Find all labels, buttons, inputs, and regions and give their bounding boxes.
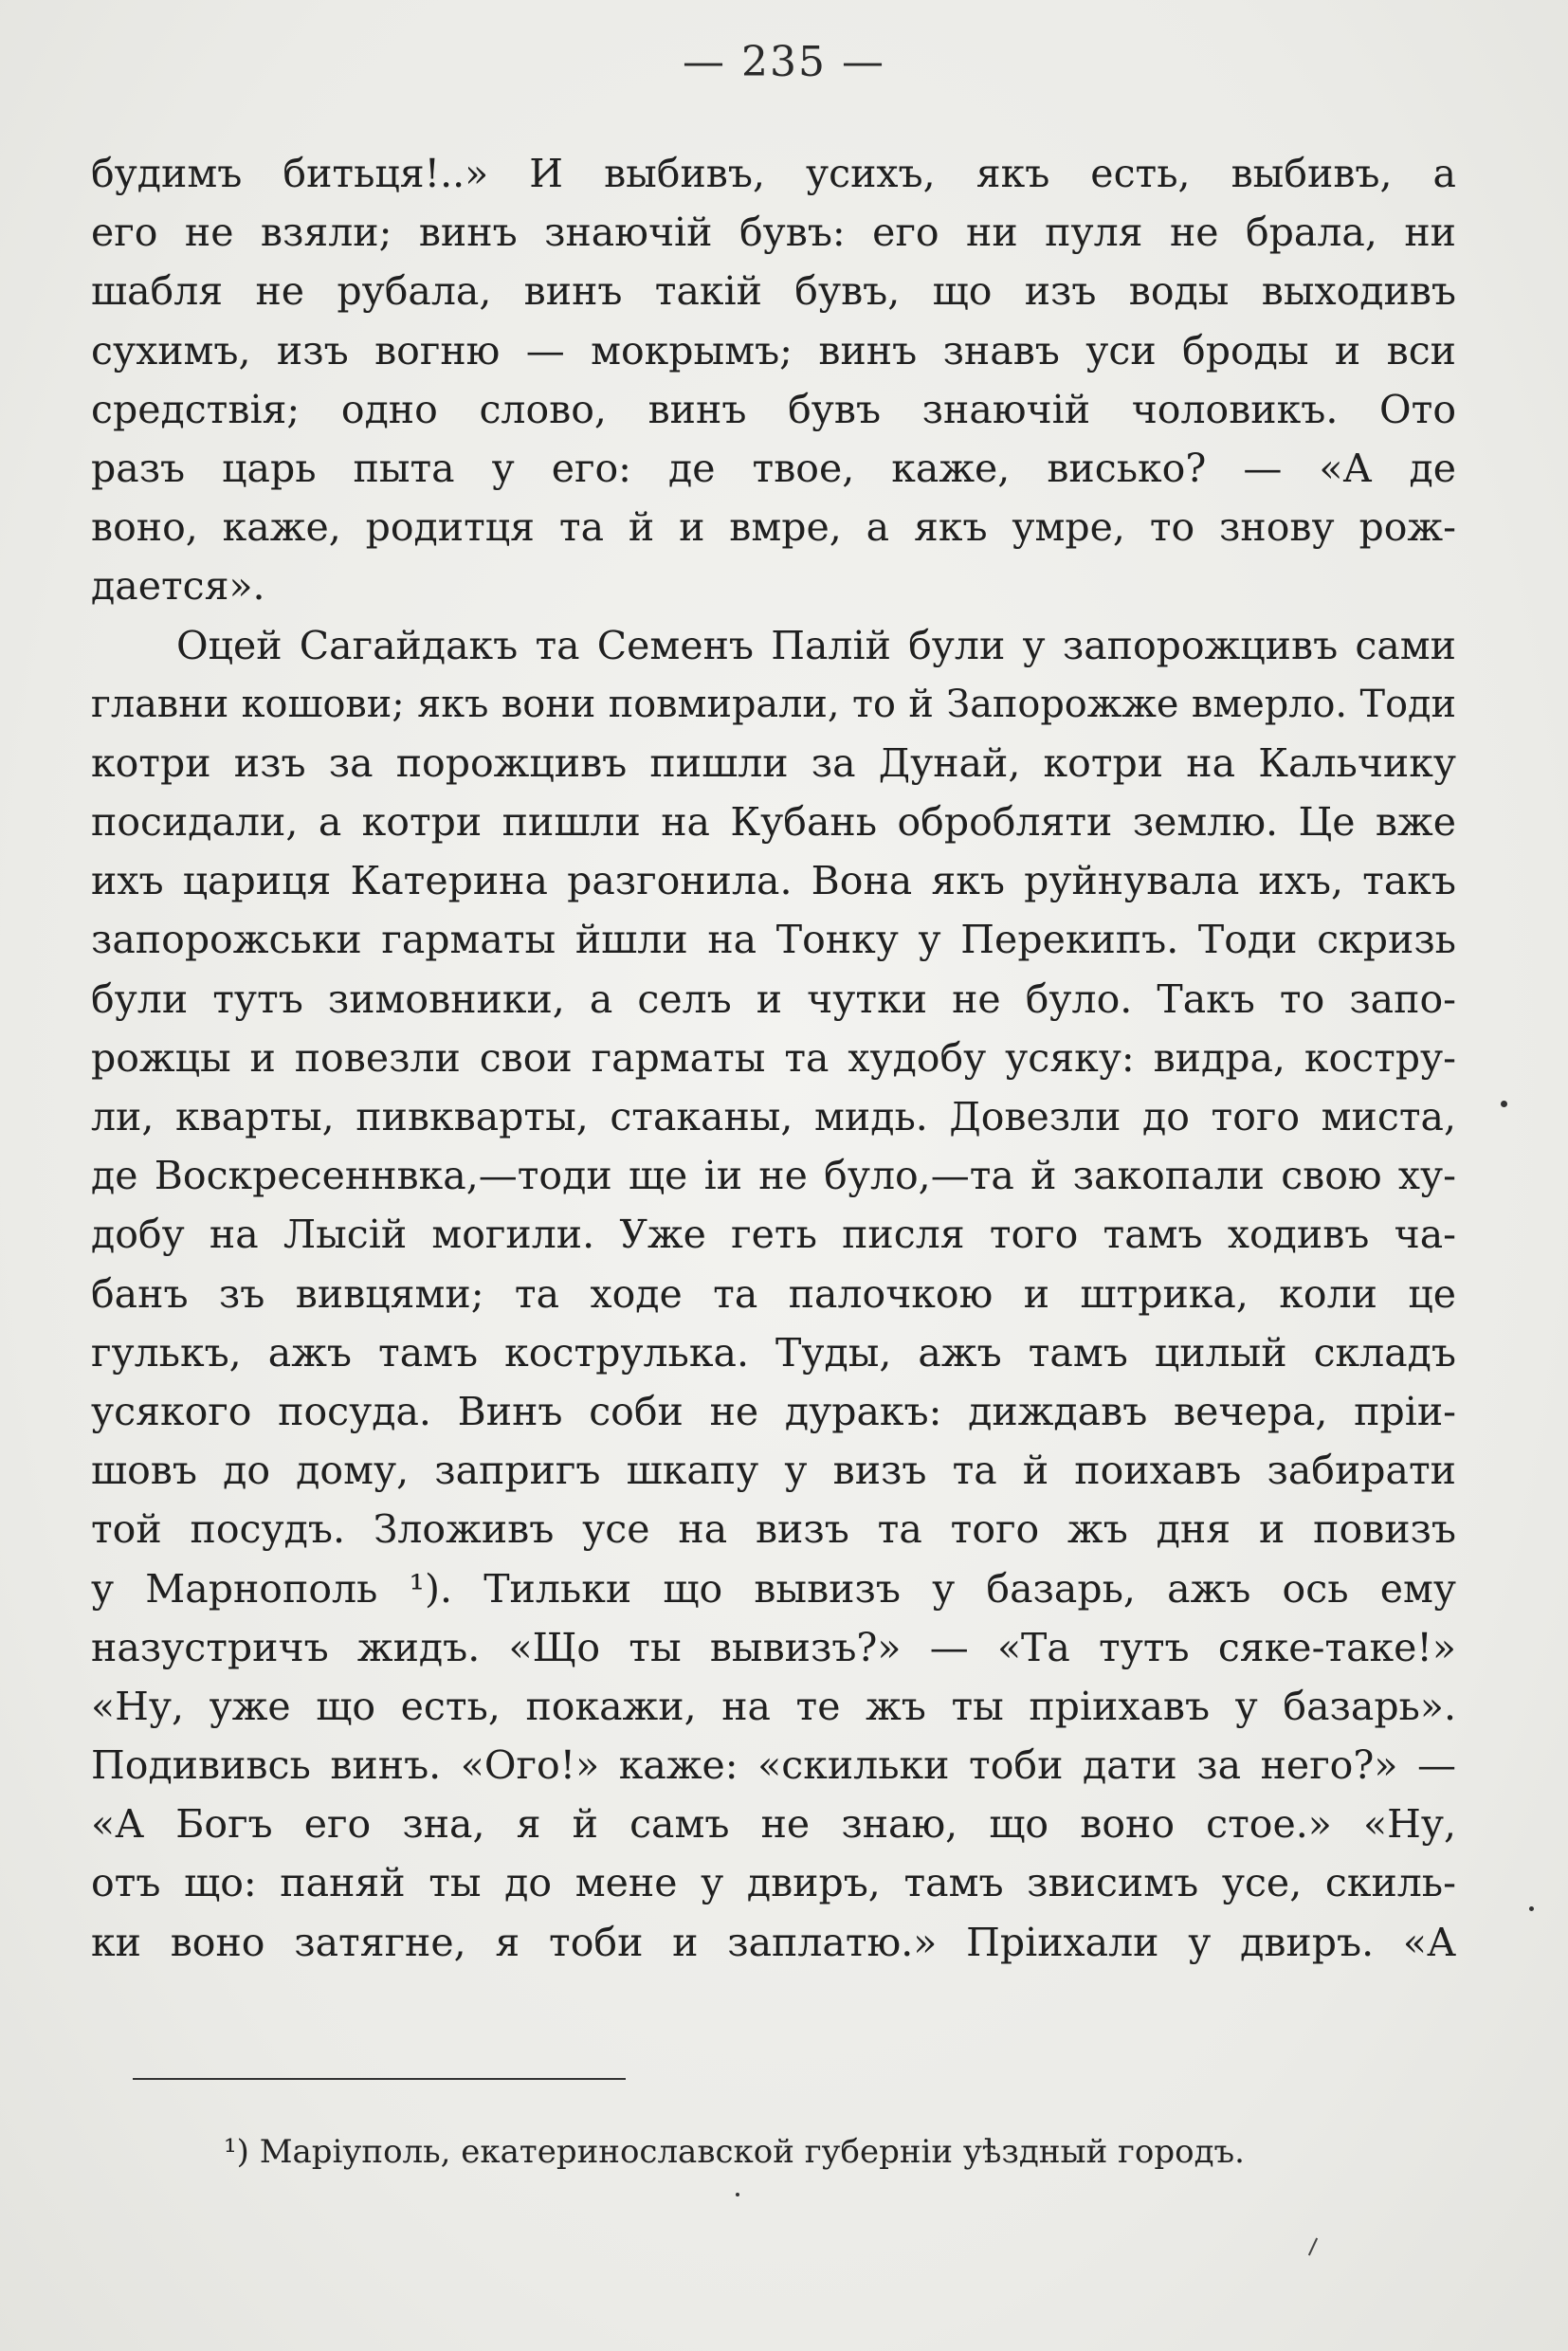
text-line: той посудъ. Зложивъ усе на визъ та того жъ дня и повизъ	[91, 1506, 1456, 1553]
text-line: отъ що: паняй ты до мене у двиръ, тамъ звисимъ усе, скиль-	[91, 1860, 1456, 1906]
text-line: разъ царь пыта у его: де твое, каже, висько? — «А де	[91, 445, 1456, 491]
text-line: главни кошови; якъ вони повмирали, то й Запорожже вмерло. Тоди	[91, 682, 1456, 726]
text-line: шабля не рубала, винъ такій бувъ, що изъ воды выходивъ	[91, 268, 1456, 315]
text-line: запорожськи гарматы йшли на Тонку у Перекипъ. Тоди скризь	[91, 917, 1456, 963]
text-line: гулькъ, ажъ тамъ кострулька. Туды, ажъ тамъ цилый складъ	[91, 1329, 1456, 1376]
text-line: «Ну, уже що есть, покажи, на те жъ ты пріихавъ у базарь».	[91, 1683, 1456, 1729]
text-line: будимъ битьця!..» И выбивъ, усихъ, якъ есть, выбивъ, а	[91, 151, 1456, 196]
page-number: — 235 —	[683, 38, 885, 86]
text-line: посидали, а котри пишли на Кубань обробляти землю. Це вже	[91, 799, 1456, 846]
text-line: дается».	[91, 563, 265, 610]
text-line: усякого посуда. Винъ соби не дуракъ: диждавъ вечера, пріи-	[91, 1388, 1456, 1434]
text-line: сухимъ, изъ вогню — мокрымъ; винъ знавъ уси броды и вси	[91, 327, 1456, 374]
ink-speck	[1529, 1906, 1534, 1911]
text-line: его не взяли; винъ знаючій бувъ: его ни пуля не брала, ни	[91, 210, 1456, 256]
text-line: средствія; одно слово, винъ бувъ знаючій чоловикъ. Ото	[91, 386, 1456, 432]
text-line: банъ зъ вивцями; та ходе та палочкою и штрика, коли це	[91, 1270, 1456, 1317]
ink-speck	[736, 2193, 739, 2196]
text-line: були тутъ зимовники, а селъ и чутки не було. Такъ то запо-	[91, 975, 1456, 1022]
footnote-divider	[133, 2078, 626, 2080]
text-line: у Марнополь ¹). Тильки що вывизъ у базарь, ажъ ось ему	[91, 1565, 1456, 1612]
text-line: шовъ до дому, запригъ шкапу у визъ та й поихавъ забирати	[91, 1448, 1456, 1494]
text-line: воно, каже, родитця та й и вмре, а якъ умре, то знову рож-	[91, 504, 1456, 551]
text-line: де Воскресеннвка,—тоди ще іи не було,—та й закопали свою ху-	[91, 1153, 1456, 1199]
footnote: ¹) Маріуполь, екатеринославской губерніи уѣздный городъ.	[224, 2133, 1245, 2171]
text-line: добу на Лысій могили. Уже геть писля того тамъ ходивъ ча-	[91, 1212, 1456, 1258]
paragraph-start-line: Оцей Сагайдакъ та Семенъ Палій були у запорожцивъ сами	[176, 622, 1456, 668]
text-line: «А Богъ его зна, я й самъ не знаю, що воно стое.» «Ну,	[91, 1801, 1456, 1848]
text-line: назустричъ жидъ. «Що ты вывизъ?» — «Та тутъ сяке-таке!»	[91, 1624, 1456, 1670]
text-line: ихъ цариця Катерина разгонила. Вона якъ руйнувала ихъ, такъ	[91, 858, 1456, 904]
ink-speck	[1501, 1101, 1507, 1107]
text-line: ки воно затягне, я тоби и заплатю.» Пріихали у двиръ. «А	[91, 1919, 1456, 1965]
body-text	[91, 144, 1456, 1972]
text-line: рожцы и повезли свои гарматы та худобу усяку: видра, костру-	[91, 1034, 1456, 1081]
text-line: ли, кварты, пивкварты, стаканы, мидь. Довезли до того миста,	[91, 1094, 1456, 1139]
ink-mark	[1308, 2238, 1318, 2256]
text-line: Подививсь винъ. «Ого!» каже: «скильки тоби дати за него?» —	[91, 1742, 1456, 1789]
text-line: котри изъ за порожцивъ пишли за Дунай, котри на Кальчику	[91, 739, 1456, 786]
